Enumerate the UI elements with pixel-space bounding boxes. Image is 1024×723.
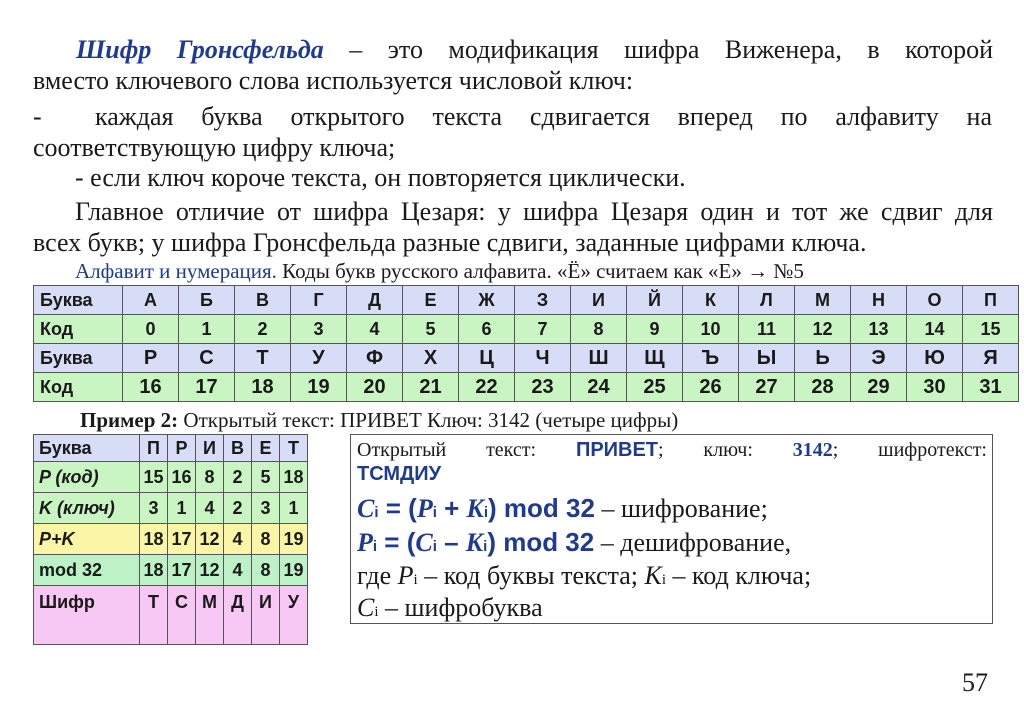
example-cell: Т [280,435,308,462]
example-title [80,408,678,433]
where-definition: где Pi – код буквы текста; Ki – код ключа; [357,561,812,590]
plaintext-value: ПРИВЕТ [575,439,659,461]
alphabet-cell: М [795,286,851,315]
example-cell: 4 [224,555,252,586]
alphabet-cell: Р [123,344,179,373]
example-cell: 1 [280,493,308,524]
example-cell: 8 [252,524,280,555]
example-cell: 8 [196,462,224,493]
bullet-1-line-b: соответствующую цифру ключа; [33,133,396,162]
example-table [33,434,308,645]
example-row [34,586,308,645]
alphabet-cell: Я [963,344,1019,373]
encryption-label: – шифрование; [594,494,768,523]
example-cell: 3 [252,493,280,524]
alphabet-cell: Б [179,286,235,315]
alphabet-cell: 22 [459,373,515,402]
example-cell: У [280,586,308,645]
alphabet-cell: Ц [459,344,515,373]
alphabet-cell: 5 [403,315,459,344]
alphabet-cell: 3 [291,315,347,344]
alphabet-title-rest: Коды букв русского алфавита. «Ё» считаем как «Е» → №5 [276,259,804,283]
example-cell: 19 [280,555,308,586]
alphabet-cell: 4 [347,315,403,344]
alphabet-cell: 27 [739,373,795,402]
alphabet-cell: Ь [795,344,851,373]
alphabet-cell: И [571,286,627,315]
row-header: Код [34,373,123,402]
example-cell: 8 [252,555,280,586]
summary-text-a: Открытый текст: [357,439,576,461]
alphabet-cell: Г [291,286,347,315]
example-cell: Е [252,435,280,462]
alphabet-cell: Х [403,344,459,373]
alphabet-cell: Ю [907,344,963,373]
alphabet-cell: 13 [851,315,907,344]
alphabet-cell: 7 [515,315,571,344]
decryption-formula: Pi = (Ci – Ki) mod 32 – дешифрование, [357,527,792,557]
alphabet-cell: Ш [571,344,627,373]
example-row-label: P+K [34,524,140,555]
alphabet-cell: У [291,344,347,373]
encryption-formula: Ci = (Pi + Ki) mod 32 – шифрование; [357,493,768,523]
alphabet-cell: С [179,344,235,373]
alphabet-cell: Э [851,344,907,373]
example-row [34,435,308,462]
alphabet-cell: Щ [627,344,683,373]
main-difference-a: Главное отличие от шифра Цезаря: у шифра Цезаря один и тот же сдвиг для [75,197,993,226]
row-header: Буква [34,344,123,373]
example-cell: 1 [168,493,196,524]
example-row-label: P (код) [34,462,140,493]
example-cell: Т [140,586,168,645]
example-cell: 3 [140,493,168,524]
example-summary [357,439,987,462]
alphabet-cell: Е [403,286,459,315]
example-cell: С [168,586,196,645]
key-value: 3142 [792,439,833,461]
alphabet-cell: В [235,286,291,315]
example-row [34,524,308,555]
alphabet-letters-row-2 [34,344,1019,373]
alphabet-cell: Й [627,286,683,315]
alphabet-cell: 24 [571,373,627,402]
example-row-label: mod 32 [34,555,140,586]
alphabet-cell: 2 [235,315,291,344]
alphabet-cell: З [515,286,571,315]
bullet-1-line-a: каждая буква открытого текста сдвигается вперед по алфавиту на [95,102,992,131]
alphabet-cell: 0 [123,315,179,344]
alphabet-cell: 30 [907,373,963,402]
example-cell: 12 [196,555,224,586]
example-cell: 19 [280,524,308,555]
alphabet-cell: 17 [179,373,235,402]
alphabet-cell: П [963,286,1019,315]
intro-line-1 [33,34,993,65]
example-row [34,555,308,586]
intro-rest: – это модификация шифра Виженера, в которой [323,35,993,64]
alphabet-cell: 10 [683,315,739,344]
example-row-label: Буква [34,435,140,462]
alphabet-cell: 29 [851,373,907,402]
example-cell: Р [168,435,196,462]
alphabet-cell: 6 [459,315,515,344]
cipher-letter-definition: Ci – шифробуква [357,593,543,622]
example-cell: 18 [280,462,308,493]
example-row [34,462,308,493]
example-cell: М [196,586,224,645]
example-row-label: Шифр [34,586,140,645]
example-row [34,493,308,524]
alphabet-cell: 11 [739,315,795,344]
alphabet-cell: 1 [179,315,235,344]
example-cell: 16 [168,462,196,493]
alphabet-cell: 14 [907,315,963,344]
example-cell: В [224,435,252,462]
example-cell: 15 [140,462,168,493]
alphabet-cell: 19 [291,373,347,402]
term-title: Шифр Гронсфельда [76,35,324,64]
alphabet-cell: К [683,286,739,315]
example-cell: 2 [224,493,252,524]
alphabet-cell: Л [739,286,795,315]
example-cell: 2 [224,462,252,493]
alphabet-cell: Т [235,344,291,373]
example-cell: П [140,435,168,462]
alphabet-title [75,259,804,284]
alphabet-cell: 21 [403,373,459,402]
alphabet-cell: 18 [235,373,291,402]
alphabet-table [33,285,1019,402]
ciphertext-value: ТСМДИУ [357,463,442,485]
example-cell: 4 [224,524,252,555]
example-cell: 12 [196,524,224,555]
bullet-1-dash: - [33,102,42,131]
alphabet-cell: 26 [683,373,739,402]
example-cell: 17 [168,524,196,555]
alphabet-cell: 23 [515,373,571,402]
alphabet-cell: 16 [123,373,179,402]
formula-box [350,434,993,624]
alphabet-cell: 9 [627,315,683,344]
alphabet-cell: 28 [795,373,851,402]
intro-line-2: вместо ключевого слова используется числовой ключ: [33,66,634,95]
example-title-bold: Пример 2: [80,408,179,432]
alphabet-cell: Н [851,286,907,315]
summary-text-b: ; ключ: [658,439,793,461]
summary-text-c: ; шифротекст: [832,439,987,461]
bullet-2: - если ключ короче текста, он повторяется циклически. [75,163,686,192]
alphabet-cell: 12 [795,315,851,344]
alphabet-cell: Д [347,286,403,315]
example-cell: 4 [196,493,224,524]
alphabet-codes-row-2 [34,373,1019,402]
alphabet-codes-row-1 [34,315,1019,344]
page-number: 57 [962,668,988,697]
alphabet-cell: Ф [347,344,403,373]
alphabet-title-colored: Алфавит и нумерация. [75,259,277,283]
alphabet-cell: Ы [739,344,795,373]
alphabet-cell: 8 [571,315,627,344]
alphabet-cell: А [123,286,179,315]
alphabet-cell: 15 [963,315,1019,344]
example-cell: 18 [140,555,168,586]
example-cell: И [196,435,224,462]
example-row-label: K (ключ) [34,493,140,524]
example-title-rest: Открытый текст: ПРИВЕТ Ключ: 3142 (четыре цифры) [178,408,679,432]
example-cell: 18 [140,524,168,555]
row-header: Буква [34,286,123,315]
alphabet-cell: 20 [347,373,403,402]
alphabet-cell: Ъ [683,344,739,373]
alphabet-letters-row-1 [34,286,1019,315]
alphabet-cell: Ч [515,344,571,373]
alphabet-cell: О [907,286,963,315]
example-cell: 5 [252,462,280,493]
main-difference-b: всех букв; у шифра Гронсфельда разные сдвиги, заданные цифрами ключа. [33,228,867,257]
example-cell: 17 [168,555,196,586]
example-cell: И [252,586,280,645]
row-header: Код [34,315,123,344]
example-cell: Д [224,586,252,645]
alphabet-cell: Ж [459,286,515,315]
alphabet-cell: 31 [963,373,1019,402]
decryption-label: – дешифрование, [594,528,792,557]
alphabet-cell: 25 [627,373,683,402]
